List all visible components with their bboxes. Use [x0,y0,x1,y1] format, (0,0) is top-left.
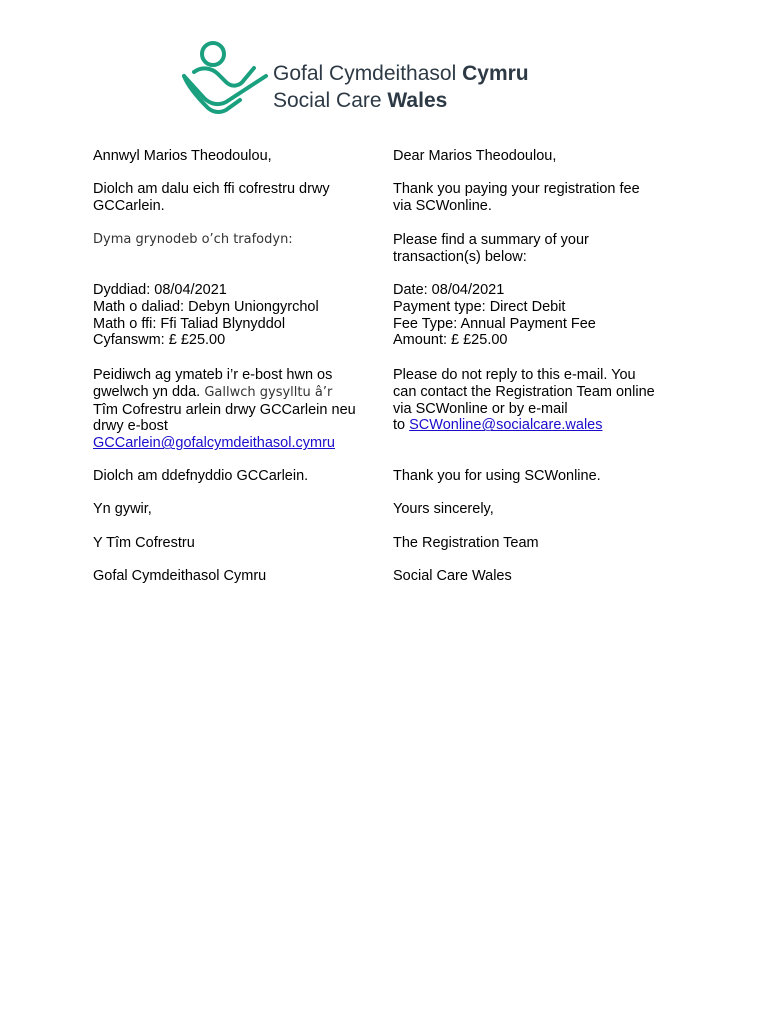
social-care-wales-logo-icon [180,40,268,116]
welsh-thanks: Diolch am dalu eich ffi cofrestru drwy GCCarlein. [93,181,330,214]
welsh-signoff: Yn gywir, [93,501,152,517]
welsh-transaction-details: Dyddiad: 08/04/2021 Math o daliad: Debyn Uniongyrchol Math o ffi: Ffi Taliad Blynyddol Cyfanswm: £ £25.00 [93,282,319,349]
logo-welsh-name: Gofal Cymdeithasol Cymru [273,62,529,85]
logo-wordmark [273,60,529,114]
logo [180,40,580,120]
english-email-link[interactable]: SCWonline@socialcare.wales [409,417,603,434]
english-greeting: Dear Marios Theodoulou, [393,148,557,164]
english-thanks-using: Thank you for using SCWonline. [393,468,601,484]
english-signoff: Yours sincerely, [393,501,494,517]
english-org: Social Care Wales [393,568,512,584]
welsh-greeting: Annwyl Marios Theodoulou, [93,148,272,164]
english-thanks: Thank you paying your registration fee via SCWonline. [393,181,640,214]
english-transaction-details: Date: 08/04/2021 Payment type: Direct Debit Fee Type: Annual Payment Fee Amount: £ £25.00 [393,282,596,349]
logo-english-name: Social Care Wales [273,89,448,112]
english-no-reply-notice: Please do not reply to this e-mail. You can contact the Registration Team online via SCWonline or by e-mail to SCWonline@socialcare.wales [393,367,655,434]
welsh-org: Gofal Cymdeithasol Cymru [93,568,267,584]
welsh-no-reply-notice: Peidiwch ag ymateb i’r e-bost hwn os gwelwch yn dda. Gallwch gysylltu â’r Tîm Cofrestru arlein drwy GCCarlein neu drwy e-bost GCCarlein@gofalcymdeithasol.cymru [93,367,356,452]
english-team: The Registration Team [393,535,539,551]
welsh-team: Y Tîm Cofrestru [93,535,195,551]
english-summary-intro: Please find a summary of your transaction(s) below: [393,232,589,265]
welsh-email-link[interactable]: GCCarlein@gofalcymdeithasol.cymru [93,435,335,452]
welsh-thanks-using: Diolch am ddefnyddio GCCarlein. [93,468,309,484]
welsh-summary-intro: Dyma grynodeb o’ch trafodyn: [93,232,293,247]
